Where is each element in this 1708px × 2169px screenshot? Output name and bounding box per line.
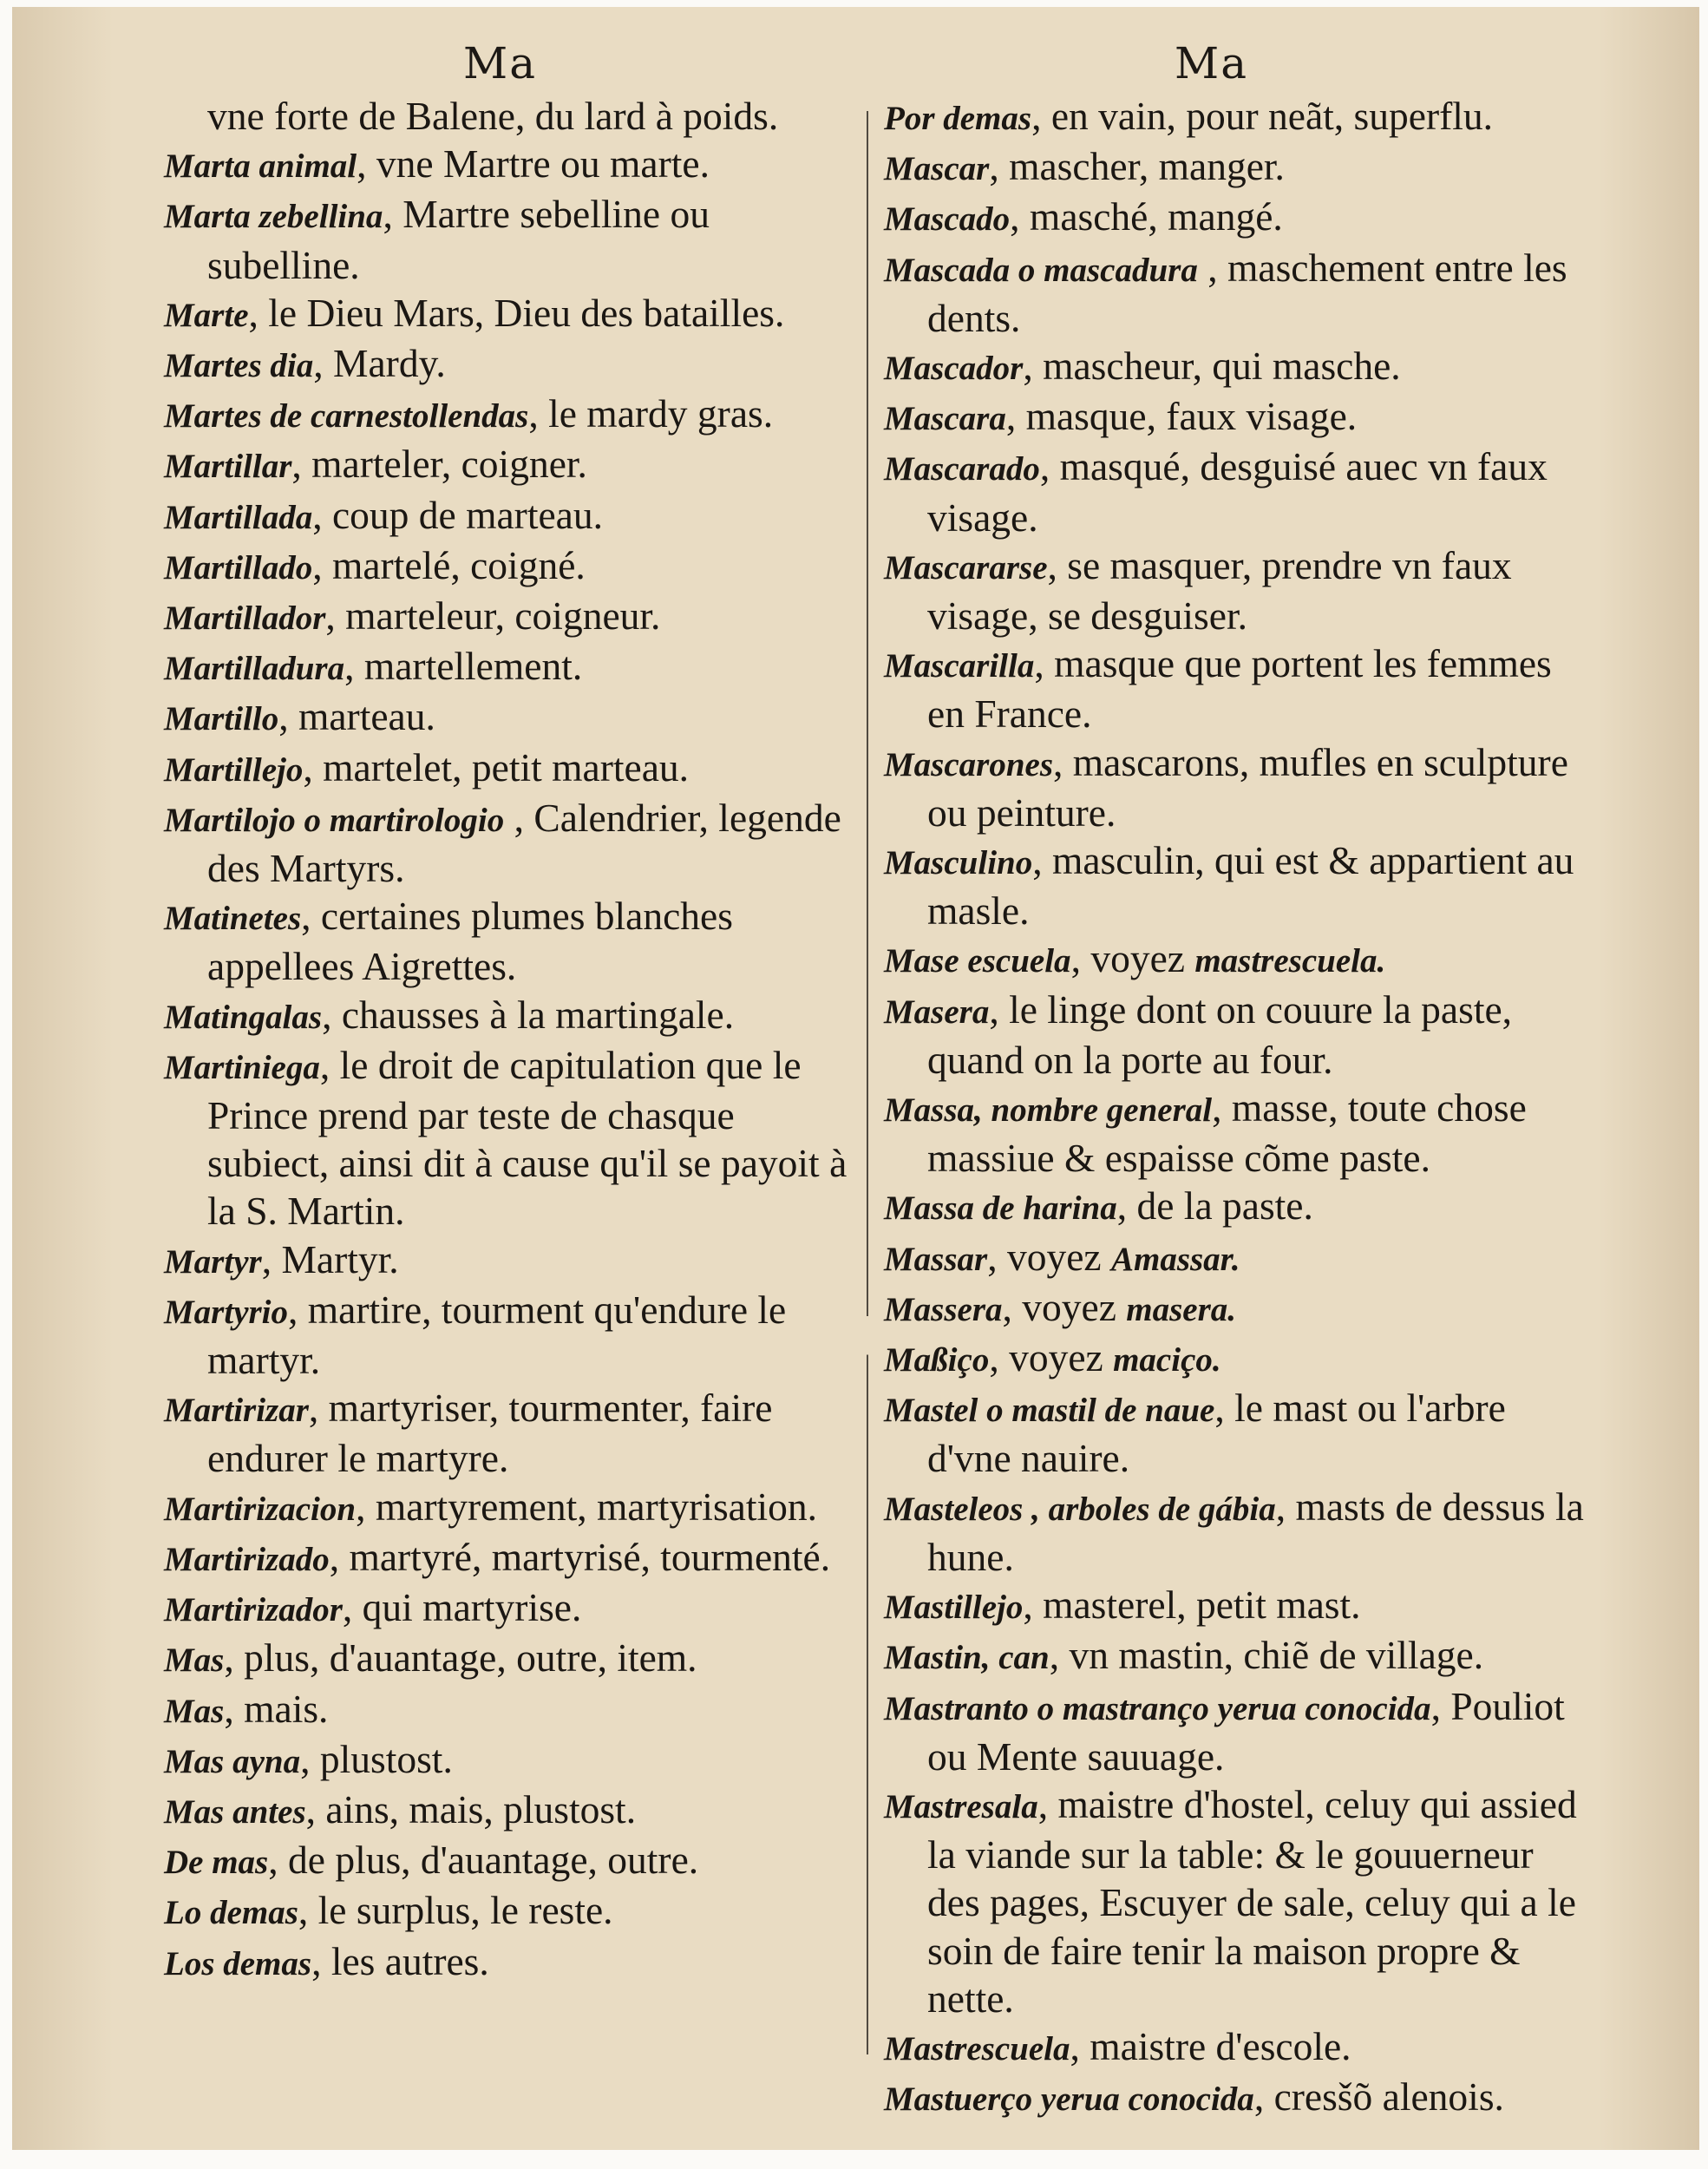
entry-definition: , masché, mangé. (1010, 194, 1283, 239)
dictionary-entry (164, 1685, 854, 1735)
entry-definition: , maistre d'escole. (1070, 2023, 1351, 2068)
entry-headword: Mascararse (884, 548, 1048, 586)
dictionary-entry (884, 142, 1587, 193)
dictionary-entry (884, 1182, 1587, 1232)
entry-headword: Lo demas (164, 1894, 298, 1932)
entry-headword: Mas antes (164, 1792, 306, 1831)
entry-definition: , voyez (1002, 1284, 1127, 1329)
entry-definition: , mascheur, qui masche. (1023, 344, 1401, 389)
dictionary-entry (884, 541, 1587, 639)
entry-definition: , marteler, coigner. (291, 442, 587, 487)
entry-headword: Mas (164, 1692, 225, 1730)
entry-definition: , martellement. (344, 644, 583, 689)
dictionary-entry (884, 1233, 1587, 1283)
dictionary-entry (164, 1483, 854, 1533)
dictionary-entry (884, 986, 1587, 1084)
entry-definition: , martyriser, tourmenter, faire endurer le martyre. (207, 1386, 773, 1481)
entry-definition: , de plus, d'auantage, outre. (268, 1838, 699, 1883)
entry-definition: , masque, faux visage. (1005, 394, 1358, 439)
dictionary-entry (164, 991, 854, 1041)
dictionary-entry (164, 1286, 854, 1384)
entry-headword: Por demas (884, 100, 1032, 137)
dictionary-entry (884, 1631, 1587, 1681)
entry-definition: , masse, toute chose massiue & espaisse cõme paste. (927, 1085, 1527, 1181)
entry-headword: Mascador (884, 350, 1024, 388)
entry-headword: Martilladura (164, 650, 345, 688)
entry-headword: Los demas (164, 1944, 312, 1982)
entry-headword: Mascado (884, 200, 1011, 239)
book-page (12, 7, 1699, 2150)
running-header-left: Ma (463, 38, 538, 88)
entry-headword: Mas (164, 1641, 225, 1680)
entry-headword: Marte (164, 296, 249, 334)
dictionary-entry (884, 639, 1587, 737)
dictionary-entry (164, 1786, 854, 1836)
dictionary-entry (164, 1533, 854, 1583)
entry-headword: Mastresala (884, 1787, 1038, 1825)
entry-headword: Masteleos , arboles de gábia (884, 1490, 1276, 1528)
entry-definition: , voyez (987, 1234, 1111, 1279)
entry-headword: Mascada o mascadura (884, 251, 1198, 289)
entry-headword: Martillar (164, 448, 292, 486)
dictionary-entry (164, 1634, 854, 1684)
entry-headword: Masculino (884, 844, 1033, 882)
entry-headword: Martillada (164, 498, 313, 536)
entry-definition: , voyez (1070, 936, 1195, 981)
dictionary-entry (164, 744, 854, 794)
entry-headword: Martyrio (164, 1293, 289, 1331)
entry-headword: Martes de carnestollendas (164, 397, 529, 436)
dictionary-entry (884, 1581, 1587, 1631)
dictionary-entry (164, 1384, 854, 1482)
entry-headword: Martillado (164, 548, 313, 586)
dictionary-entry (164, 92, 854, 140)
entry-definition: , le mast ou l'arbre d'vne nauire. (927, 1386, 1506, 1481)
dictionary-entry (884, 1483, 1587, 1581)
entry-definition: , marteleur, coigneur. (325, 593, 661, 639)
dictionary-entry (884, 442, 1587, 541)
right-column (884, 92, 1587, 2123)
entry-definition: , se masquer, prendre vn faux visage, se desguiser. (927, 542, 1512, 639)
dictionary-entry (164, 491, 854, 541)
entry-headword: Mascarones (884, 745, 1054, 783)
dictionary-entry (164, 1886, 854, 1936)
entry-headword: Mase escuela (884, 942, 1071, 980)
entry-headword: Martilojo o martirologio (164, 801, 505, 839)
dictionary-entry (164, 794, 854, 892)
cross-reference: Amassar. (1110, 1240, 1240, 1278)
dictionary-entry (884, 1384, 1587, 1482)
entry-definition: , masterel, petit mast. (1023, 1583, 1361, 1628)
entry-headword: Martiniega (164, 1048, 320, 1086)
dictionary-entry (884, 1780, 1587, 2022)
entry-definition: , vn mastin, chiẽ de village. (1049, 1633, 1484, 1678)
dictionary-entry (164, 1583, 854, 1634)
entry-definition: , les autres. (311, 1938, 489, 1983)
entry-headword: Martyr (164, 1242, 262, 1281)
entry-definition: , le droit de capitulation que le Prince prend par teste de chasque subiect, ainsi dit à cause qu'il se payoit à la S. Martin. (207, 1042, 847, 1234)
entry-definition: , mascarons, mufles en sculpture ou peinture. (927, 739, 1568, 835)
entry-definition: , Calendrier, legende des Martyrs. (207, 795, 841, 891)
entry-headword: Mastillejo (884, 1589, 1024, 1627)
entry-definition: , maistre d'hostel, celuy qui assied la viande sur la table: & le gouuerneur des pages, Escuyer de sale, celuy qui a le soin de faire tenir la maison propre & nette. (927, 1781, 1577, 2021)
dictionary-entry (884, 1283, 1587, 1334)
entry-definition: , martelet, petit marteau. (303, 744, 690, 790)
entry-definition: , le mardy gras. (528, 391, 774, 436)
left-column (164, 92, 854, 1988)
cross-reference: mastrescuela. (1194, 942, 1386, 980)
dictionary-entry (164, 1735, 854, 1786)
entry-definition: , plustost. (300, 1736, 453, 1781)
entry-headword: Martillejo (164, 750, 304, 789)
entry-definition: , mais. (224, 1686, 329, 1731)
entry-headword: Mastranto o mastranço yerua conocida (884, 1689, 1431, 1727)
entry-headword: De mas (164, 1844, 269, 1882)
entry-definition: vne forte de Balene, du lard à poids. (207, 94, 779, 138)
entry-definition: , martyré, martyrisé, tourmenté. (329, 1534, 831, 1579)
entry-definition: , marteau. (278, 694, 435, 739)
entry-definition: , martelé, coigné. (312, 542, 586, 587)
entry-definition: , qui martyrise. (342, 1585, 582, 1630)
entry-headword: Massa, nombre general (884, 1091, 1213, 1130)
cross-reference: maciço. (1113, 1341, 1221, 1379)
cross-reference: masera. (1126, 1290, 1237, 1328)
entry-definition: , le Dieu Mars, Dieu des batailles. (248, 290, 785, 335)
entry-definition: , Pouliot ou Mente sauuage. (927, 1683, 1565, 1779)
entry-definition: , ains, mais, plustost. (305, 1786, 637, 1832)
entry-definition: , vne Martre ou marte. (357, 141, 710, 187)
entry-definition: , Mardy. (313, 341, 446, 386)
dictionary-entry (884, 836, 1587, 934)
dictionary-entry (164, 592, 854, 642)
entry-headword: Mascarado (884, 450, 1040, 488)
entry-headword: Maßiço (884, 1341, 990, 1379)
dictionary-entry (884, 92, 1587, 142)
entry-headword: Martillador (164, 600, 326, 638)
entry-headword: Massa de harina (884, 1189, 1117, 1228)
entry-headword: Martes dia (164, 347, 314, 385)
dictionary-entry (884, 2073, 1587, 2123)
dictionary-entry (164, 692, 854, 743)
dictionary-entry (164, 1041, 854, 1235)
entry-definition: , de la paste. (1116, 1183, 1313, 1229)
dictionary-entry (164, 289, 854, 339)
dictionary-entry (884, 738, 1587, 836)
entry-definition: , cresšõ alenois. (1253, 2074, 1504, 2120)
dictionary-entry (884, 193, 1587, 243)
entry-definition: , plus, d'auantage, outre, item. (224, 1635, 697, 1681)
entry-headword: Mastin, can (884, 1639, 1050, 1677)
entry-headword: Massera (884, 1290, 1003, 1328)
dictionary-entry (884, 1084, 1587, 1182)
entry-definition: , voyez (989, 1335, 1114, 1380)
dictionary-entry (884, 934, 1587, 985)
dictionary-entry (884, 1334, 1587, 1384)
running-header-right: Ma (1175, 38, 1249, 88)
entry-definition: , le linge dont on couure la paste, quand on la porte au four. (927, 986, 1513, 1082)
entry-definition: , Martre sebelline ou subelline. (207, 192, 710, 287)
entry-headword: Martirizador (164, 1591, 343, 1629)
entry-headword: Marta zebellina (164, 198, 383, 236)
dictionary-entry (164, 1836, 854, 1886)
entry-definition: , le surplus, le reste. (298, 1888, 613, 1933)
entry-definition: , masts de dessus la hune. (927, 1484, 1584, 1579)
entry-headword: Massar (884, 1240, 988, 1278)
entry-definition: , Martyr. (261, 1236, 399, 1281)
entry-headword: Martirizar (164, 1392, 309, 1430)
dictionary-entry (884, 392, 1587, 442)
entry-headword: Mastuerço yerua conocida (884, 2081, 1254, 2119)
entry-definition: , chausses à la martingale. (322, 992, 735, 1037)
entry-headword: Marta animal (164, 147, 357, 186)
dictionary-entry (164, 390, 854, 440)
dictionary-entry (884, 2022, 1587, 2073)
entry-headword: Masera (884, 993, 990, 1031)
entry-definition: , masque que portent les femmes en France. (927, 641, 1552, 737)
dictionary-entry (884, 342, 1587, 392)
entry-headword: Mastel o mastil de naue (884, 1392, 1215, 1430)
entry-definition: , coup de marteau. (312, 492, 603, 537)
entry-definition: , martyrement, martyrisation. (356, 1484, 817, 1529)
entry-definition: , mascher, manger. (989, 144, 1285, 189)
entry-headword: Martillo (164, 700, 279, 738)
entry-headword: Mascarilla (884, 647, 1035, 685)
dictionary-entry (164, 1937, 854, 1988)
dictionary-entry (164, 440, 854, 490)
entry-definition: , masculin, qui est & appartient au masle. (927, 838, 1574, 934)
dictionary-entry (884, 1682, 1587, 1780)
entry-headword: Martirizacion (164, 1490, 357, 1528)
entry-headword: Martirizado (164, 1540, 330, 1578)
entry-definition: , masqué, desguisé auec vn faux visage. (927, 444, 1548, 540)
entry-definition: , certaines plumes blanches appellees Aigrettes. (207, 894, 733, 989)
dictionary-entry (164, 642, 854, 692)
column-divider (867, 111, 868, 2054)
entry-headword: Mas ayna (164, 1742, 301, 1780)
entry-headword: Mastrescuela (884, 2029, 1070, 2067)
dictionary-entry (164, 1235, 854, 1286)
entry-headword: Matinetes (164, 900, 302, 938)
dictionary-entry (884, 244, 1587, 342)
entry-headword: Mascar (884, 150, 990, 188)
entry-definition: , en vain, pour neãt, superflu. (1031, 94, 1494, 138)
dictionary-entry (164, 339, 854, 390)
entry-definition: , maschement entre les dents. (927, 245, 1567, 340)
dictionary-entry (164, 892, 854, 990)
entry-headword: Matingalas (164, 998, 323, 1036)
entry-headword: Mascara (884, 400, 1006, 438)
dictionary-entry (164, 541, 854, 592)
dictionary-entry (164, 190, 854, 288)
entry-definition: , martire, tourment qu'endure le martyr. (207, 1287, 787, 1383)
dictionary-entry (164, 140, 854, 190)
